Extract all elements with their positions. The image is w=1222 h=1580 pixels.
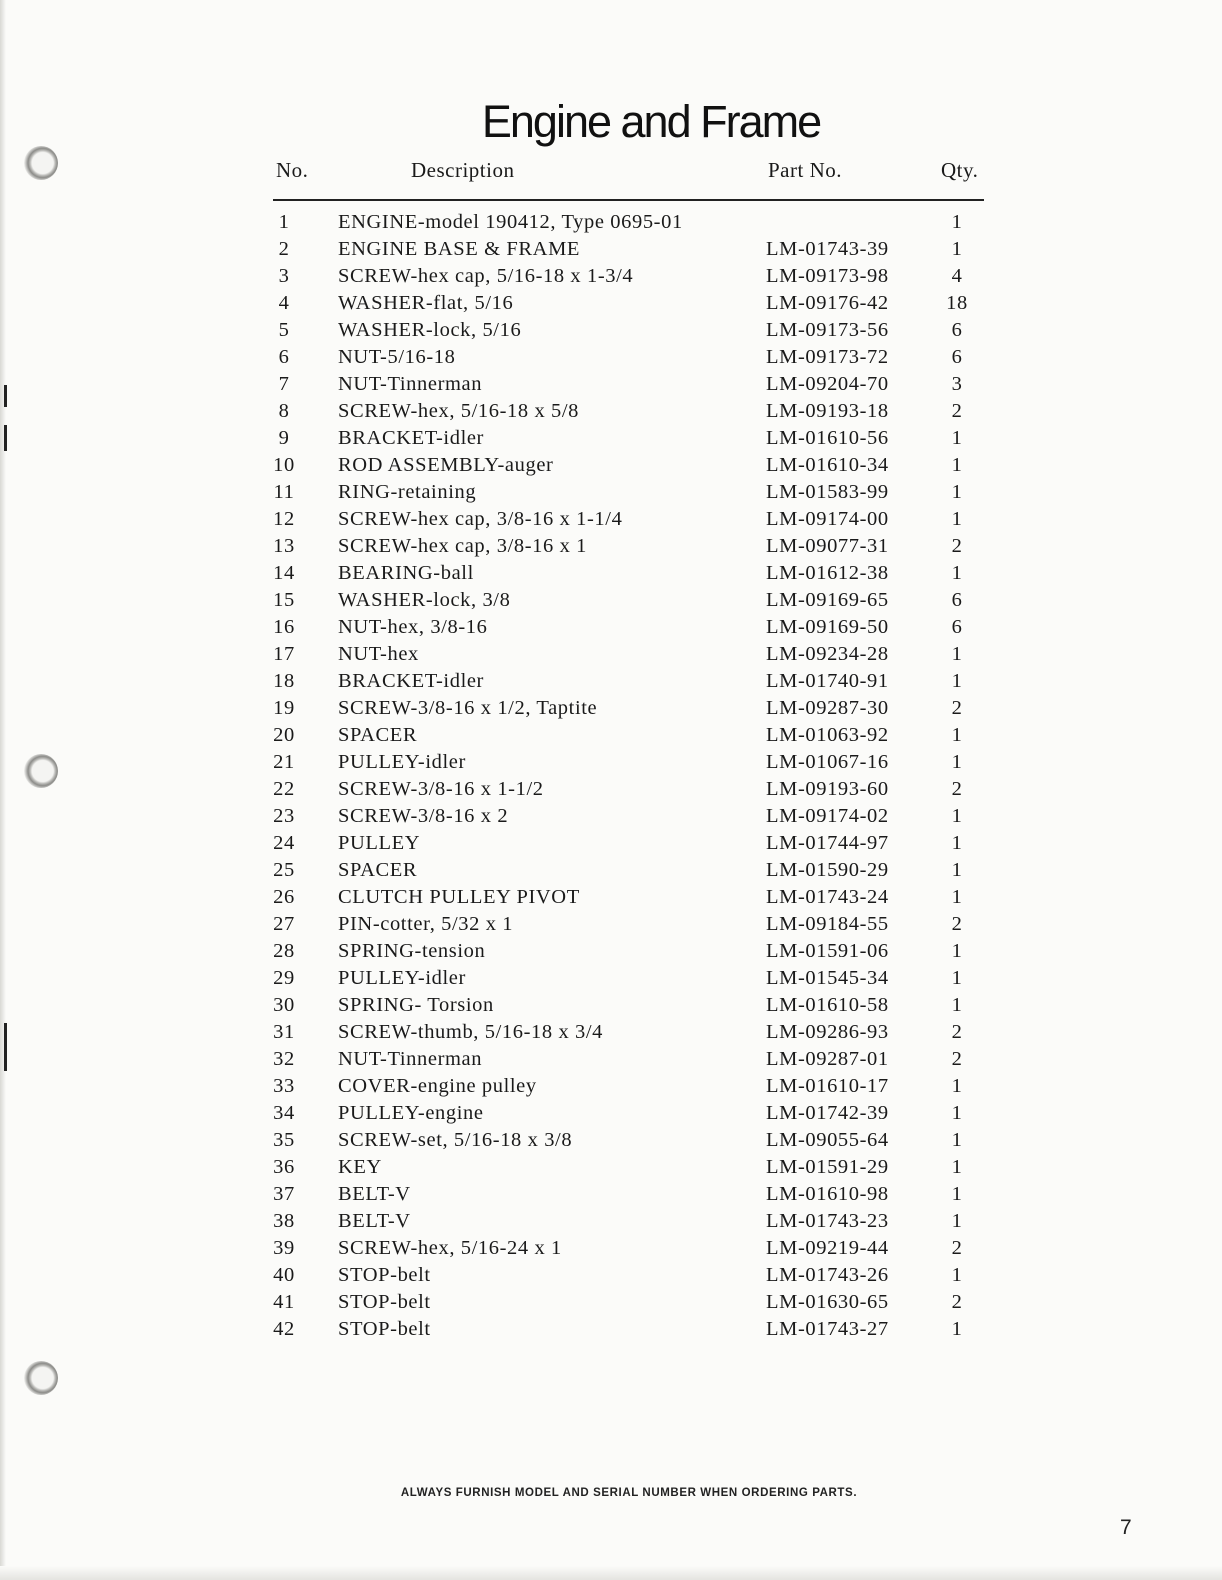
table-row (0, 371, 1222, 398)
item-number: 14 (273, 562, 295, 584)
item-part-number: LM-09176-42 (766, 292, 889, 314)
item-part-number: LM-01743-23 (766, 1210, 889, 1232)
item-quantity: 1 (951, 724, 963, 746)
table-row (0, 614, 1222, 641)
table-row (0, 938, 1222, 965)
table-row (0, 425, 1222, 452)
item-quantity: 1 (951, 1183, 963, 1205)
item-quantity: 1 (951, 967, 963, 989)
table-row (0, 1073, 1222, 1100)
item-description: WASHER-lock, 5/16 (338, 319, 522, 341)
item-part-number: LM-01630-65 (766, 1291, 889, 1313)
item-description: SCREW-thumb, 5/16-18 x 3/4 (338, 1021, 604, 1043)
item-part-number: LM-09077-31 (766, 535, 889, 557)
item-number: 26 (273, 886, 295, 908)
page-title: Engine and Frame (481, 96, 821, 148)
item-description: PULLEY-idler (338, 751, 466, 773)
item-number: 30 (273, 994, 295, 1016)
item-number: 1 (278, 211, 290, 233)
item-quantity: 2 (951, 913, 963, 935)
table-row (0, 884, 1222, 911)
item-number: 3 (278, 265, 290, 287)
page-bottom-edge (0, 1566, 1222, 1580)
item-description: SCREW-hex, 5/16-24 x 1 (338, 1237, 562, 1259)
item-quantity: 1 (951, 751, 963, 773)
item-quantity: 2 (951, 1237, 963, 1259)
header-rule (273, 199, 984, 201)
item-part-number: LM-09174-02 (766, 805, 889, 827)
item-part-number: LM-09173-98 (766, 265, 889, 287)
item-number: 42 (273, 1318, 295, 1340)
item-number: 22 (273, 778, 295, 800)
page-number: 7 (1120, 1516, 1132, 1539)
item-description: SCREW-3/8-16 x 2 (338, 805, 509, 827)
item-number: 8 (278, 400, 290, 422)
item-number: 35 (273, 1129, 295, 1151)
item-quantity: 2 (951, 535, 963, 557)
item-number: 34 (273, 1102, 295, 1124)
item-part-number: LM-01063-92 (766, 724, 889, 746)
item-description: ROD ASSEMBLY-auger (338, 454, 554, 476)
item-number: 37 (273, 1183, 295, 1205)
item-number: 2 (278, 238, 290, 260)
item-description: SCREW-3/8-16 x 1-1/2 (338, 778, 544, 800)
item-part-number: LM-01743-27 (766, 1318, 889, 1340)
item-part-number: LM-01740-91 (766, 670, 889, 692)
item-description: SPACER (338, 724, 418, 746)
item-part-number: LM-09184-55 (766, 913, 889, 935)
table-row (0, 857, 1222, 884)
item-quantity: 6 (951, 346, 963, 368)
header-no: No. (276, 158, 309, 182)
item-number: 33 (273, 1075, 295, 1097)
item-part-number: LM-01583-99 (766, 481, 889, 503)
table-row (0, 722, 1222, 749)
item-number: 5 (278, 319, 290, 341)
item-quantity: 2 (951, 1291, 963, 1313)
item-description: WASHER-lock, 3/8 (338, 589, 511, 611)
item-description: NUT-5/16-18 (338, 346, 456, 368)
item-part-number: LM-09234-28 (766, 643, 889, 665)
item-part-number: LM-09169-50 (766, 616, 889, 638)
item-description: SPRING-tension (338, 940, 486, 962)
header-part-no: Part No. (768, 158, 842, 182)
item-quantity: 1 (951, 562, 963, 584)
item-part-number: LM-01610-98 (766, 1183, 889, 1205)
item-part-number: LM-01743-24 (766, 886, 889, 908)
item-description: BELT-V (338, 1210, 411, 1232)
item-quantity: 1 (951, 940, 963, 962)
item-part-number: LM-09286-93 (766, 1021, 889, 1043)
item-part-number: LM-01590-29 (766, 859, 889, 881)
item-quantity: 1 (951, 994, 963, 1016)
item-quantity: 1 (951, 481, 963, 503)
item-part-number: LM-01610-17 (766, 1075, 889, 1097)
item-description: SCREW-set, 5/16-18 x 3/8 (338, 1129, 573, 1151)
item-part-number: LM-01610-56 (766, 427, 889, 449)
item-number: 19 (273, 697, 295, 719)
item-quantity: 2 (951, 400, 963, 422)
table-row (0, 965, 1222, 992)
item-description: RING-retaining (338, 481, 477, 503)
item-description: SCREW-hex, 5/16-18 x 5/8 (338, 400, 580, 422)
item-quantity: 1 (951, 1210, 963, 1232)
item-number: 7 (278, 373, 290, 395)
item-quantity: 2 (951, 1048, 963, 1070)
item-number: 38 (273, 1210, 295, 1232)
item-part-number: LM-09219-44 (766, 1237, 889, 1259)
item-description: NUT-Tinnerman (338, 373, 483, 395)
item-description: ENGINE-model 190412, Type 0695-01 (338, 211, 683, 233)
item-part-number: LM-01545-34 (766, 967, 889, 989)
table-row (0, 992, 1222, 1019)
item-part-number: LM-01612-38 (766, 562, 889, 584)
item-part-number: LM-09173-56 (766, 319, 889, 341)
table-row (0, 911, 1222, 938)
item-number: 23 (273, 805, 295, 827)
item-description: NUT-hex, 3/8-16 (338, 616, 488, 638)
item-number: 11 (273, 481, 295, 503)
table-row (0, 803, 1222, 830)
item-part-number: LM-01591-06 (766, 940, 889, 962)
item-number: 40 (273, 1264, 295, 1286)
item-description: SCREW-hex cap, 5/16-18 x 1-3/4 (338, 265, 634, 287)
item-description: SPACER (338, 859, 418, 881)
item-number: 17 (273, 643, 295, 665)
item-quantity: 2 (951, 697, 963, 719)
item-quantity: 1 (951, 454, 963, 476)
item-quantity: 1 (951, 886, 963, 908)
item-part-number: LM-09055-64 (766, 1129, 889, 1151)
item-number: 32 (273, 1048, 295, 1070)
item-part-number: LM-01743-39 (766, 238, 889, 260)
ordering-note: ALWAYS FURNISH MODEL AND SERIAL NUMBER WHEN ORDERING PARTS. (400, 1487, 858, 1499)
item-part-number: LM-09193-18 (766, 400, 889, 422)
table-row (0, 1046, 1222, 1073)
item-number: 25 (273, 859, 295, 881)
table-row (0, 1235, 1222, 1262)
item-quantity: 1 (951, 238, 963, 260)
item-part-number: LM-09173-72 (766, 346, 889, 368)
item-part-number: LM-01743-26 (766, 1264, 889, 1286)
item-quantity: 1 (951, 643, 963, 665)
item-description: STOP-belt (338, 1318, 431, 1340)
item-number: 4 (278, 292, 290, 314)
item-part-number: LM-09193-60 (766, 778, 889, 800)
table-row (0, 1127, 1222, 1154)
item-number: 36 (273, 1156, 295, 1178)
item-description: SPRING- Torsion (338, 994, 494, 1016)
table-row (0, 1316, 1222, 1343)
table-row (0, 1289, 1222, 1316)
table-row (0, 1181, 1222, 1208)
item-number: 15 (273, 589, 295, 611)
table-row (0, 452, 1222, 479)
item-quantity: 1 (951, 1318, 963, 1340)
item-quantity: 6 (951, 319, 963, 341)
binder-hole-top (24, 146, 58, 180)
table-row (0, 533, 1222, 560)
item-number: 27 (273, 913, 295, 935)
item-description: WASHER-flat, 5/16 (338, 292, 514, 314)
table-row (0, 344, 1222, 371)
item-quantity: 1 (951, 805, 963, 827)
item-description: BRACKET-idler (338, 670, 484, 692)
item-quantity: 4 (951, 265, 963, 287)
item-description: PULLEY-engine (338, 1102, 484, 1124)
header-description: Description (411, 158, 515, 182)
item-number: 20 (273, 724, 295, 746)
table-row (0, 317, 1222, 344)
table-row (0, 830, 1222, 857)
item-quantity: 1 (951, 670, 963, 692)
table-row (0, 398, 1222, 425)
item-description: PULLEY (338, 832, 421, 854)
item-quantity: 1 (951, 508, 963, 530)
item-quantity: 1 (951, 1264, 963, 1286)
item-part-number: LM-09287-30 (766, 697, 889, 719)
item-quantity: 1 (951, 427, 963, 449)
table-row (0, 587, 1222, 614)
table-row (0, 263, 1222, 290)
item-part-number: LM-09174-00 (766, 508, 889, 530)
header-qty: Qty. (941, 158, 979, 182)
item-description: NUT-Tinnerman (338, 1048, 483, 1070)
item-number: 12 (273, 508, 295, 530)
item-part-number: LM-09287-01 (766, 1048, 889, 1070)
item-description: BELT-V (338, 1183, 411, 1205)
item-number: 21 (273, 751, 295, 773)
table-row (0, 776, 1222, 803)
table-row (0, 695, 1222, 722)
item-description: KEY (338, 1156, 382, 1178)
item-description: SCREW-hex cap, 3/8-16 x 1-1/4 (338, 508, 623, 530)
item-part-number: LM-01610-58 (766, 994, 889, 1016)
item-part-number: LM-01610-34 (766, 454, 889, 476)
table-row (0, 290, 1222, 317)
item-description: NUT-hex (338, 643, 419, 665)
item-number: 41 (273, 1291, 295, 1313)
table-row (0, 1208, 1222, 1235)
table-row (0, 209, 1222, 236)
item-number: 9 (278, 427, 290, 449)
item-description: PIN-cotter, 5/32 x 1 (338, 913, 514, 935)
item-description: PULLEY-idler (338, 967, 466, 989)
item-description: COVER-engine pulley (338, 1075, 537, 1097)
item-number: 28 (273, 940, 295, 962)
item-quantity: 3 (951, 373, 963, 395)
table-row (0, 749, 1222, 776)
table-row (0, 479, 1222, 506)
item-quantity: 18 (946, 292, 968, 314)
item-quantity: 2 (951, 778, 963, 800)
table-row (0, 560, 1222, 587)
item-number: 39 (273, 1237, 295, 1259)
table-row (0, 1100, 1222, 1127)
item-description: STOP-belt (338, 1291, 431, 1313)
item-part-number: LM-01591-29 (766, 1156, 889, 1178)
item-number: 6 (278, 346, 290, 368)
item-number: 18 (273, 670, 295, 692)
item-description: CLUTCH PULLEY PIVOT (338, 886, 580, 908)
item-number: 13 (273, 535, 295, 557)
table-row (0, 1262, 1222, 1289)
item-part-number: LM-01067-16 (766, 751, 889, 773)
item-number: 16 (273, 616, 295, 638)
item-part-number: LM-01744-97 (766, 832, 889, 854)
item-quantity: 1 (951, 1156, 963, 1178)
item-quantity: 1 (951, 832, 963, 854)
item-part-number: LM-01742-39 (766, 1102, 889, 1124)
item-number: 29 (273, 967, 295, 989)
item-description: SCREW-hex cap, 3/8-16 x 1 (338, 535, 588, 557)
item-quantity: 1 (951, 1075, 963, 1097)
table-row (0, 1019, 1222, 1046)
item-description: ENGINE BASE & FRAME (338, 238, 581, 260)
item-part-number: LM-09169-65 (766, 589, 889, 611)
item-quantity: 1 (951, 1129, 963, 1151)
table-row (0, 668, 1222, 695)
item-quantity: 6 (951, 589, 963, 611)
item-description: SCREW-3/8-16 x 1/2, Taptite (338, 697, 598, 719)
item-description: BRACKET-idler (338, 427, 484, 449)
item-part-number: LM-09204-70 (766, 373, 889, 395)
item-quantity: 2 (951, 1021, 963, 1043)
item-description: BEARING-ball (338, 562, 474, 584)
item-description: STOP-belt (338, 1264, 431, 1286)
item-number: 24 (273, 832, 295, 854)
binder-hole-bottom (24, 1361, 58, 1395)
item-number: 10 (273, 454, 295, 476)
item-quantity: 1 (951, 211, 963, 233)
item-number: 31 (273, 1021, 295, 1043)
table-row (0, 236, 1222, 263)
item-quantity: 1 (951, 1102, 963, 1124)
item-quantity: 1 (951, 859, 963, 881)
table-row (0, 641, 1222, 668)
item-quantity: 6 (951, 616, 963, 638)
table-row (0, 506, 1222, 533)
table-row (0, 1154, 1222, 1181)
parts-list (0, 209, 1222, 1343)
